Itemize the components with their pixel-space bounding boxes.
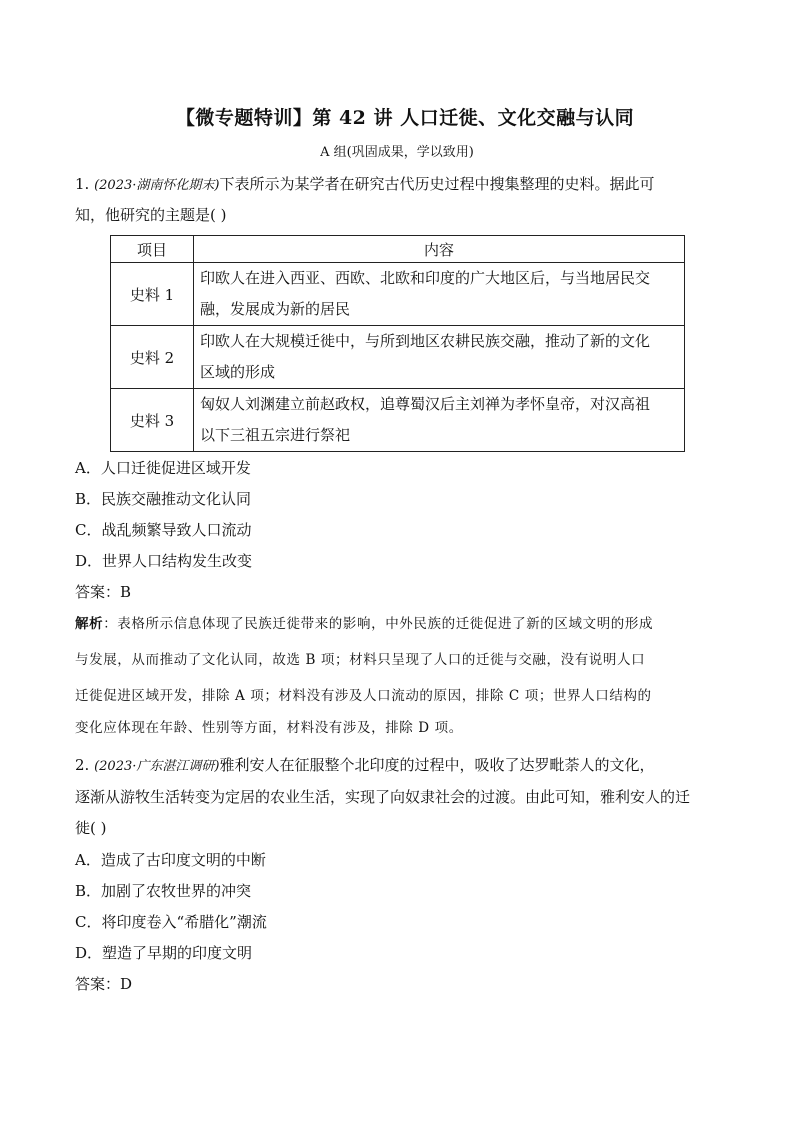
history-material-table (110, 235, 685, 452)
option-a: A．造成了古印度文明的中断 (75, 851, 266, 869)
option-a: A．人口迁徙促进区域开发 (75, 459, 251, 477)
option-c: C．战乱频繁导致人口流动 (75, 521, 252, 539)
question-1-stem-line-2: 知，他研究的主题是( ) (75, 206, 227, 224)
option-d: D．塑造了早期的印度文明 (75, 944, 253, 962)
question-2-stem-line-2: 逐渐从游牧生活转变为定居的农业生活，实现了向奴隶社会的过渡。由此可知，雅利安人的迁 (75, 788, 691, 806)
table-row-content: 印欧人在大规模迁徙中，与所到地区农耕民族交融，推动了新的文化 区域的形成 (194, 326, 685, 389)
question-source: (2023·湖南怀化期末) (94, 178, 220, 193)
analysis-line-4: 变化应体现在年龄、性别等方面，材料没有涉及，排除 D 项。 (75, 720, 463, 736)
table-header-cell: 内容 (194, 236, 685, 263)
option-b: B．加剧了农牧世界的冲突 (75, 882, 252, 900)
analysis-line-3: 迁徙促进区域开发，排除 A 项；材料没有涉及人口流动的原因，排除 C 项；世界人口结构的 (75, 688, 652, 704)
table-row (111, 389, 685, 452)
option-b: B．民族交融推动文化认同 (75, 490, 252, 508)
question-source: (2023·广东湛江调研) (94, 759, 220, 774)
analysis-line-1: 解析：表格所示信息体现了民族迁徙带来的影响，中外民族的迁徙促进了新的区域文明的形成 (75, 616, 654, 632)
question-number: 1. (75, 175, 90, 193)
table-row-label: 史料 1 (111, 263, 194, 326)
table-row (111, 263, 685, 326)
table-header-row (111, 236, 685, 263)
table-row (111, 326, 685, 389)
table-row-label: 史料 3 (111, 389, 194, 452)
question-stem-text: 下表所示为某学者在研究古代历史过程中搜集整理的史料。据此可 (219, 175, 655, 193)
page-title: 【微专题特训】第 42 讲 人口迁徙、文化交融与认同 (175, 107, 635, 129)
question-2-stem-line-3: 徙( ) (75, 819, 107, 837)
option-d: D．世界人口结构发生改变 (75, 552, 253, 570)
question-2-stem-line-1 (75, 755, 654, 777)
analysis-label: 解析 (75, 616, 104, 632)
analysis-line-2: 与发展，从而推动了文化认同，故选 B 项；材料只呈现了人口的迁徙与交融，没有说明人口 (75, 652, 646, 668)
option-c: C．将印度卷入“希腊化”潮流 (75, 913, 267, 931)
question-1-stem-line-1 (75, 174, 654, 196)
question-number: 2. (75, 756, 90, 774)
table-row-content: 匈奴人刘渊建立前赵政权，追尊蜀汉后主刘禅为孝怀皇帝，对汉高祖 以下三祖五宗进行祭祀 (194, 389, 685, 452)
answer-line: 答案：D (75, 975, 133, 993)
table-row-content: 印欧人在进入西亚、西欧、北欧和印度的广大地区后，与当地居民交 融，发展成为新的居民 (194, 263, 685, 326)
table-row-label: 史料 2 (111, 326, 194, 389)
question-stem-text: 雅利安人在征服整个北印度的过程中，吸收了达罗毗荼人的文化， (219, 756, 655, 774)
section-subtitle: A 组(巩固成果，学以致用) (320, 145, 474, 160)
answer-line: 答案：B (75, 583, 132, 601)
table-header-cell: 项目 (111, 236, 194, 263)
